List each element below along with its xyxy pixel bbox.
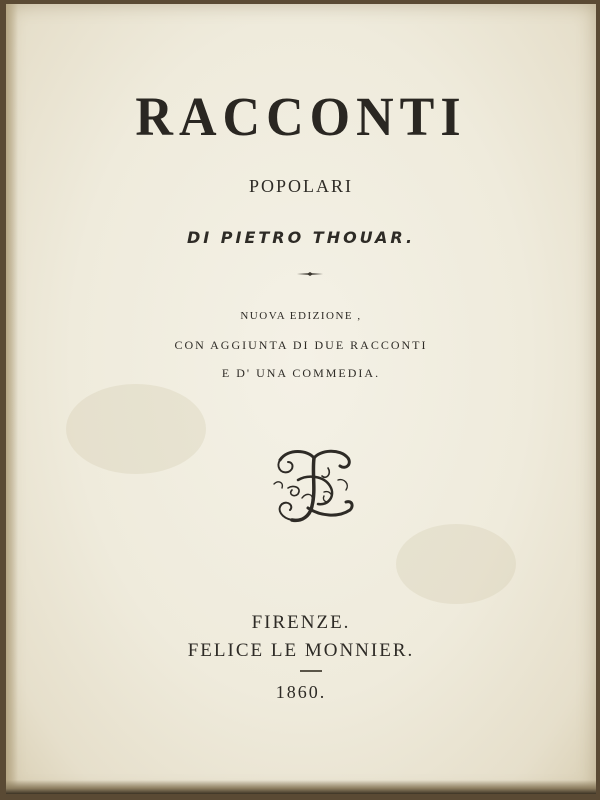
book-subtitle: POPOLARI	[248, 176, 353, 196]
imprint-city: FIRENZE.	[251, 612, 351, 633]
book-title: RACCONTI	[135, 87, 467, 148]
title-page	[6, 4, 596, 794]
addition-note: CON AGGIUNTA DI DUE RACCONTI	[174, 338, 428, 352]
book-author: DI PIETRO THOUAR.	[186, 228, 416, 247]
imprint-rule	[300, 670, 322, 672]
comedy-note: E D' UNA COMMEDIA.	[221, 366, 381, 380]
edition-note: NUOVA EDIZIONE ,	[240, 310, 362, 322]
imprint-publisher: FELICE LE MONNIER.	[187, 640, 415, 661]
paper-stain	[396, 524, 516, 604]
paper-stain	[66, 384, 206, 474]
imprint-year: 1860.	[275, 682, 327, 702]
publisher-monogram-icon	[268, 444, 358, 530]
ornamental-rule-icon	[297, 272, 323, 276]
page-bottom-edge	[6, 780, 596, 794]
